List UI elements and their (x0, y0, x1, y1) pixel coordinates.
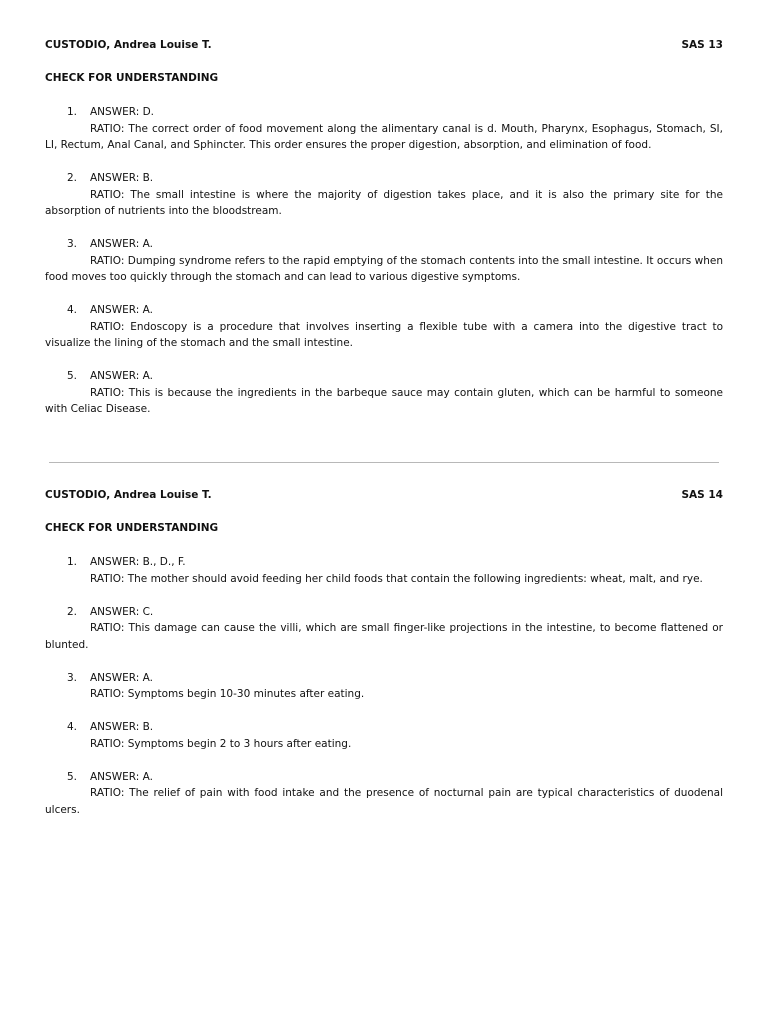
answer-text: ANSWER: A. (90, 671, 153, 684)
answer-item (45, 670, 723, 703)
ratio-text: RATIO: The relief of pain with food intake and the presence of nocturnal pain are typical characteristics of duodenal ulcers. (45, 787, 723, 816)
sas-code: SAS 14 (681, 489, 723, 501)
section-header (45, 488, 723, 502)
answer-text: ANSWER: A. (90, 304, 153, 316)
ratio-text: RATIO: Symptoms begin 2 to 3 hours after eating. (90, 737, 352, 750)
student-name: CUSTODIO, Andrea Louise T. (45, 489, 212, 501)
answer-line (45, 719, 723, 736)
item-number: 5. (67, 370, 78, 382)
sas-code: SAS 13 (681, 39, 723, 51)
item-number: 1. (67, 106, 78, 118)
item-number: 5. (67, 770, 78, 783)
answer-line (45, 769, 723, 786)
answer-item (45, 554, 723, 587)
answer-item (45, 719, 723, 752)
ratio-text: RATIO: The correct order of food movement along the alimentary canal is d. Mouth, Pharynx, Esophagus, Stomach, SI, LI, Rectum, Anal Canal, and Sphincter. This order ensures the proper digestion, absorption, and elimination of food. (45, 122, 723, 151)
answer-text: ANSWER: B., D., F. (90, 556, 186, 568)
answer-line (45, 302, 723, 319)
section-divider (49, 462, 719, 463)
answer-text: ANSWER: A. (90, 370, 153, 382)
section-title: CHECK FOR UNDERSTANDING (45, 522, 219, 534)
section-title: CHECK FOR UNDERSTANDING (45, 72, 219, 84)
item-number: 3. (67, 671, 78, 684)
answer-item (45, 769, 723, 819)
item-number: 4. (67, 304, 78, 316)
section-header (45, 38, 723, 52)
answer-line (45, 236, 723, 253)
ratio-text: RATIO: The small intestine is where the majority of digestion takes place, and it is also the primary site for the absorption of nutrients into the bloodstream. (45, 188, 723, 217)
ratio-text: RATIO: This damage can cause the villi, which are small finger-like projections in the intestine, to become flattened or blunted. (45, 622, 723, 651)
ratio-text: RATIO: Dumping syndrome refers to the rapid emptying of the stomach contents into the small intestine. It occurs when food moves too quickly through the stomach and can lead to various digestive symptoms. (45, 254, 723, 283)
item-number: 2. (67, 605, 78, 618)
answer-line (45, 104, 723, 121)
section-sas-14 (45, 488, 723, 835)
answer-text: ANSWER: A. (90, 238, 153, 250)
answer-item (45, 302, 723, 352)
answer-item (45, 236, 723, 286)
ratio-text: RATIO: Symptoms begin 10-30 minutes after eating. (90, 688, 365, 700)
answer-line (45, 170, 723, 187)
ratio-text: RATIO: Endoscopy is a procedure that involves inserting a flexible tube with a camera into the digestive tract to visualize the lining of the stomach and the small intestine. (45, 320, 723, 349)
answer-line (45, 604, 723, 621)
answer-line (45, 554, 723, 571)
answer-text: ANSWER: A. (90, 770, 153, 783)
answer-list (45, 554, 723, 818)
answer-line (45, 670, 723, 687)
ratio-text: RATIO: This is because the ingredients in the barbeque sauce may contain gluten, which can be harmful to someone with Celiac Disease. (45, 386, 723, 415)
item-number: 1. (67, 556, 78, 568)
answer-line (45, 368, 723, 385)
answer-item (45, 170, 723, 220)
item-number: 3. (67, 238, 78, 250)
item-number: 2. (67, 172, 78, 184)
answer-text: ANSWER: B. (90, 721, 154, 733)
item-number: 4. (67, 721, 78, 733)
answer-item (45, 368, 723, 418)
answer-text: ANSWER: C. (90, 605, 154, 618)
answer-item (45, 604, 723, 654)
answer-text: ANSWER: D. (90, 106, 154, 118)
student-name: CUSTODIO, Andrea Louise T. (45, 39, 212, 51)
answer-list (45, 104, 723, 418)
answer-text: ANSWER: B. (90, 172, 154, 184)
section-sas-13 (45, 38, 723, 434)
answer-item (45, 104, 723, 154)
ratio-text: RATIO: The mother should avoid feeding her child foods that contain the following ingredients: wheat, malt, and rye. (90, 572, 703, 585)
